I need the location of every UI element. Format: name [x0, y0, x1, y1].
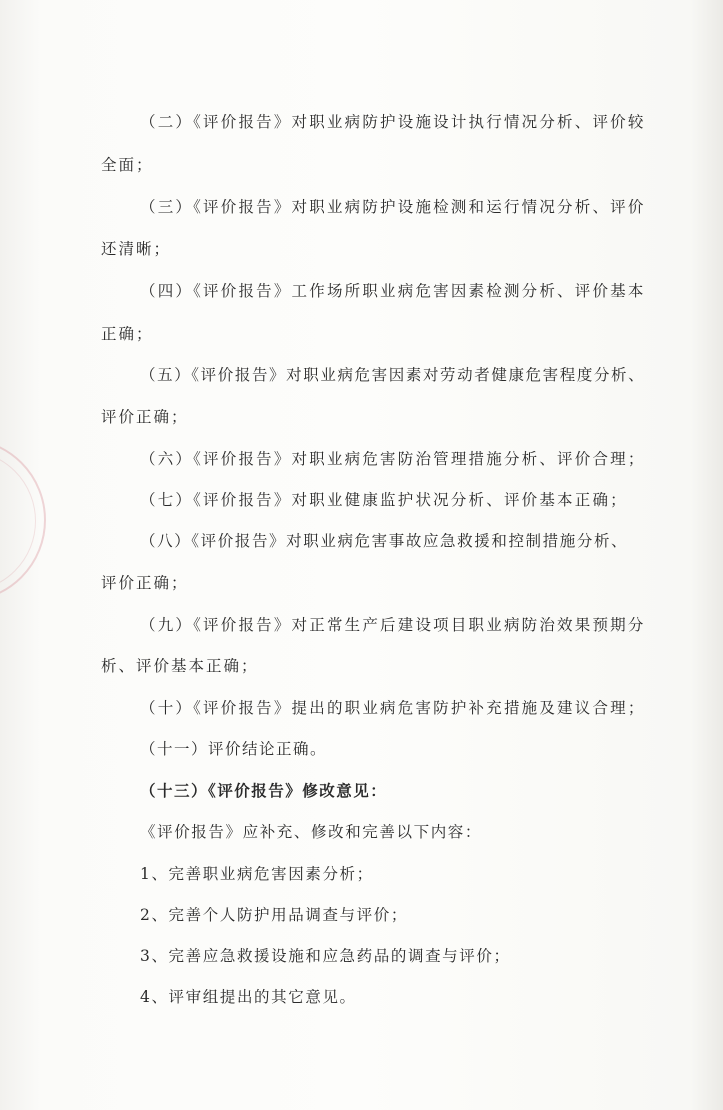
- paragraph-line: 《评价报告》应补充、修改和完善以下内容：: [140, 823, 483, 841]
- section-heading: （十三）《评价报告》修改意见：: [140, 781, 388, 800]
- paragraph-line: （四）《评价报告》工作场所职业病危害因素检测分析、评价基本: [140, 282, 646, 300]
- paragraph-line: （十）《评价报告》提出的职业病危害防护补充措施及建议合理；: [140, 699, 646, 717]
- paragraph-line: （三）《评价报告》对职业病防护设施检测和运行情况分析、评价: [140, 198, 646, 216]
- paragraph-line: （十一）评价结论正确。: [140, 740, 328, 758]
- paragraph-line: 评价正确；: [101, 574, 189, 592]
- list-item: 4、评审组提出的其它意见。: [140, 988, 357, 1006]
- paragraph-line: （七）《评价报告》对职业健康监护状况分析、评价基本正确；: [140, 491, 628, 509]
- paragraph-line: （九）《评价报告》对正常生产后建设项目职业病防治效果预期分: [140, 616, 646, 634]
- list-item: 2、完善个人防护用品调查与评价；: [140, 906, 408, 924]
- paragraph-line: 全面；: [101, 156, 154, 174]
- list-item: 3、完善应急救援设施和应急药品的调查与评价；: [140, 947, 511, 965]
- paragraph-line: （六）《评价报告》对职业病危害防治管理措施分析、评价合理；: [140, 450, 646, 468]
- paragraph-line: （二）《评价报告》对职业病防护设施设计执行情况分析、评价较: [140, 113, 646, 131]
- list-item: 1、完善职业病危害因素分析；: [140, 865, 374, 883]
- paragraph-line: 析、评价基本正确；: [101, 657, 259, 675]
- paragraph-line: 正确；: [101, 325, 154, 343]
- paragraph-line: （五）《评价报告》对职业病危害因素对劳动者健康危害程度分析、: [140, 366, 646, 384]
- paragraph-line: （八）《评价报告》对职业病危害事故应急救援和控制措施分析、: [140, 532, 629, 550]
- red-seal-stamp: [0, 438, 46, 602]
- paragraph-line: 评价正确；: [101, 408, 189, 426]
- paragraph-line: 还清晰；: [101, 240, 172, 258]
